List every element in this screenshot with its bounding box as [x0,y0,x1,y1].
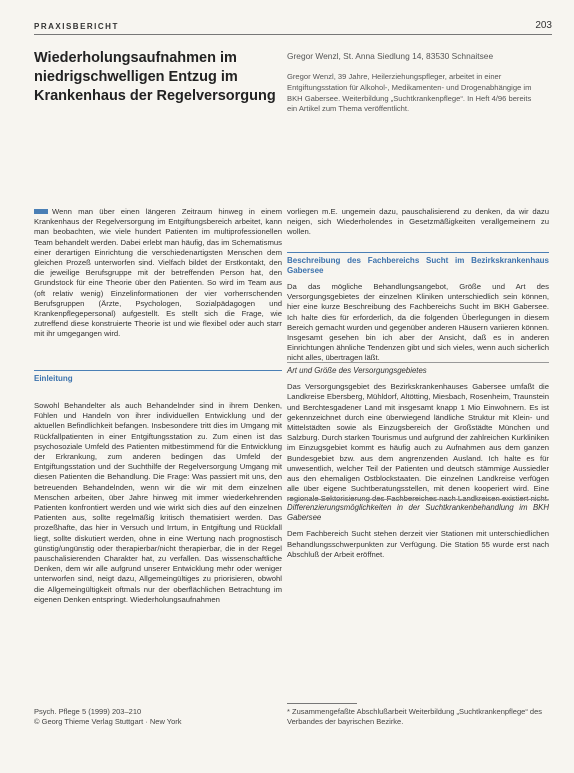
section-differenzierung-text: Dem Fachbereich Sucht stehen derzeit vier Stationen mit unterschiedlichen Behandlungsschwerpunkten zur Verfügung. Die Station 55 wurde erst nach Abschluß der Arbeit eröffnet. [287,529,549,559]
lead-continuation-text: vorliegen m.E. ungemein dazu, pauschalisierend zu denken, da wir dazu neigen, sich Wiederholendes in Gesetzmäßigkeiten verallgemeinern zu wollen. [287,207,549,237]
lead-continuation [287,207,549,238]
footer-citation: Psych. Pflege 5 (1999) 203–210 [34,707,142,716]
section-versorgungsgebiet [287,362,549,505]
section-fachbereich-text: Da das mögliche Behandlungsangebot, Größe und Art des Versorgungsgebietes der einzelnen Kliniken unterschiedlich sein können, hier eine kurze Beschreibung des Fachbereichs Sucht im BKH Gabersee. Ich halte dies für erforderlich, da die folgenden Überlegungen in diesem Bereich gemacht wurden und gegenüber anderen Häusern variieren können. Insgesamt gesehen bin ich aber der Ansicht, daß es in anderen Einrichtungen ähnliche Tendenzen gibt und sich vieles, wenn auch sicherlich nicht alles, übertragen läßt. [287,282,549,363]
lead-marker [34,209,48,214]
intro-heading: Einleitung [34,370,282,384]
author-bio: Gregor Wenzl, 39 Jahre, Heilerziehungspfleger, arbeitet in einer Entgiftungsstation für Alkohol-, Medikamenten- und Drogenabhängige im BKH Gabersee. Weiterbildung „Suchtkrankenpflege“. In Heft 4/96 bereits ein Artikel zum Thema veröffentlicht. [287,72,532,114]
footnote-rule [287,703,357,704]
section-fachbereich-heading: Beschreibung des Fachbereichs Sucht im Bezirkskrankenhaus Gabersee [287,252,549,276]
section-label: PRAXISBERICHT [34,22,119,31]
section-versorgungsgebiet-text: Das Versorgungsgebiet des Bezirkskrankenhauses Gabersee umfaßt die Landkreise Ebersberg, Mühldorf, Altötting, Miesbach, Rosenheim, Traunstein und Berchtesgadener Land mit insgesamt knapp 1 Mio Einwohnern. Es ist gekennzeichnet durch eine überwiegend ländliche Struktur mit Klein- und Mittelstädten sowie als Einzugsbereich der Großstädte München und Salzburg. Durch starken Tourismus und aufgrund der zahlreichen Kurkliniken im Einzugsgebiet kommt es häufig auch zu Aufnahmen aus dem ganzen Bundesgebiet bzw. aus dem angrenzenden Ausland. Ich halte es für unwesentlich, welcher Teil der Patienten und deutsch stämmige Aussiedler aus den ehemaligen Ostblockstaaten. Die einzelnen Landkreise verfügen alle über eigene Suchtberatungsstellen, mit denen kooperiert wird. Eine regionale Sektorisierung des Fachbereiches nach Landkreisen existiert nicht. [287,382,549,504]
footer-citation-block [34,707,182,727]
footer-copyright: © Georg Thieme Verlag Stuttgart · New York [34,717,182,726]
intro-text: Sowohl Behandelter als auch Behandelnder sind in ihrem Denken, Fühlen und Handeln von ihrer individuellen Entwicklung und der aktuellen Befindlichkeit befangen. Insbesondere tritt dies im Umgang mit Rückfallpatienten in einer Entgiftungsstation zu. Zum einen ist das psychosoziale Umfeld des Patienten mitbestimmend für die Entwicklung der Erkrankung, zum anderen bedingen das Umfeld der Entgiftungsstation und der Suchthilfe der Regelversorgung Umgang mit diesen Patienten die Behandlung. Die Frage: Was passiert mit uns, den betreuenden Behandelnden, wenn wir die wir mit dem einzelnen Menschen arbeiten, über Jahre hinweg mit immer wiederkehrenden Patienten konfrontiert werden und wie wirkt sich dies auf den einzelnen Patienten aus, sollte regelmäßig kritisch thematisiert werden. Das prozeßhafte, das hier in Versuch und Irrtum, in Entgiftung und Rückfall liegt, sollte diskutiert werden, ohne in eine Wertung nach prognostisch günstig/ungünstig oder therapierbar/nicht therapierbar, die in der Regel pauschalisierenden Charakter hat, zu verfallen. Das wissenschaftliche Denken, dem wir alle aufgrund unserer Entwicklung mehr oder weniger unterworfen sind, neigt dazu, Allgemeingültiges zu priorisieren, obwohl die Allgemeingültigkeit oftmals nur der oberflächlichen Betrachtung im eigenen Denken entspringt. Wiederholungsaufnahmen [34,401,282,604]
page-number: 203 [535,20,552,31]
section-versorgungsgebiet-heading: Art und Größe des Versorgungsgebietes [287,362,549,376]
section-differenzierung-heading: Differenzierungsmöglichkeiten in der Suchtkrankenbehandlung im BKH Gabersee [287,499,549,523]
footnote: * Zusammengefaßte Abschlußarbeit Weiterbildung „Suchtkrankenpflege“ des Verbandes der bayrischen Bezirke. [287,707,542,726]
section-fachbereich [287,252,549,364]
lead-paragraph [34,207,282,340]
header-rule [34,34,552,35]
article-title: Wiederholungsaufnahmen im niedrigschwelligen Entzug im Krankenhaus der Regelversorgung [34,50,276,104]
intro-column [34,401,282,605]
lead-text: Wenn man über einen längeren Zeitraum hinweg in einem Krankenhaus der Regelversorgung im Entgiftungsbereich arbeitet, kann man beobachten, wie viele hundert Patienten im multiprofessionellen Team behandelt werden. Dabei erlebt man häufig, das im Schematismus einer derartigen Einrichtung die verschiedenartigsten Menschen dem gleichen Prozeß unterworfen sind. Vielfach bildet der Erstkontakt, den die jeweilige Berufsgruppe mit der betreffenden Person hat, den Grundstock für eine Theorie über den Patienten. So wird im Team aus (oft relativ wenig) Einzelinformationen der vier vorherrschenden Berufsgruppen (Ärzte, Psychologen, Sozialpädagogen und Krankenpflegepersonal) aufgestellt. Es stellt sich die Frage, wie zutreffend diese konstruierte Theorie ist und wie flexibel oder auch starr mit ihr umgegangen wird. [34,207,282,339]
author-line: Gregor Wenzl, St. Anna Siedlung 14, 83530 Schnaitsee [287,51,494,61]
section-differenzierung [287,499,549,560]
